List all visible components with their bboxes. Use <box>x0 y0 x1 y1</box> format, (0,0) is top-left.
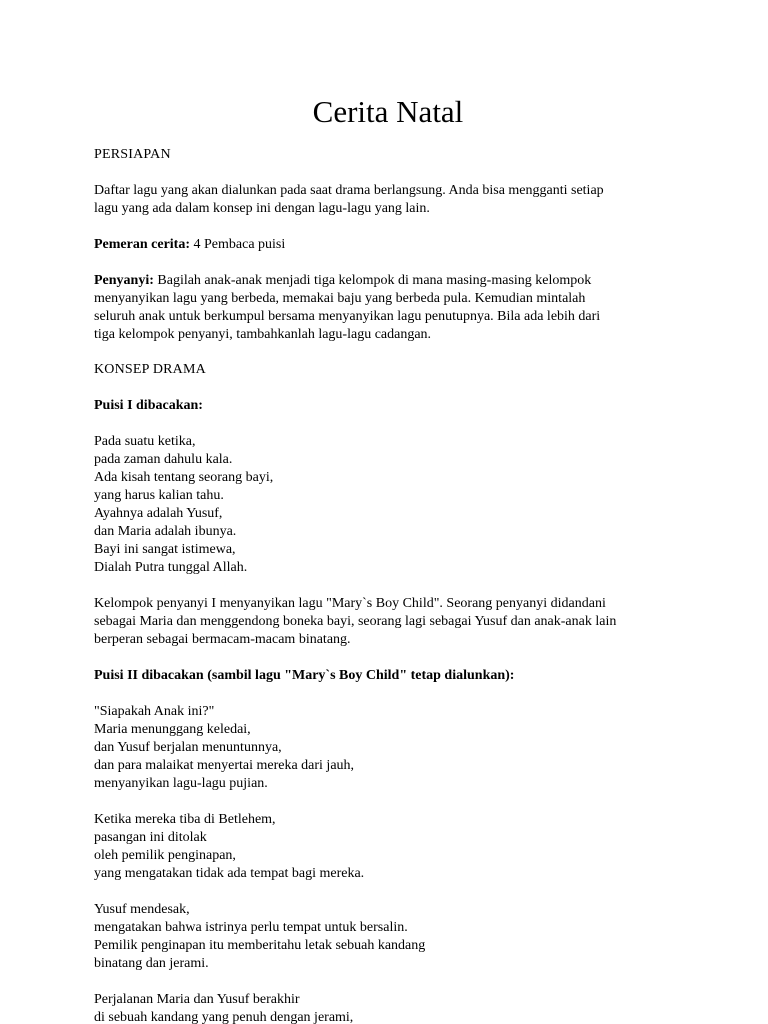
persiapan-intro <box>94 182 694 218</box>
cast-value: 4 Pembaca puisi <box>190 237 286 252</box>
poem-line: yang mengatakan tidak ada tempat bagi mereka. <box>94 866 365 881</box>
poem-line: Bayi ini sangat istimewa, <box>94 542 236 557</box>
text-line: berperan sebagai bermacam-macam binatang. <box>94 632 351 647</box>
cast-label: Pemeran cerita: <box>94 237 190 252</box>
puisi-2-stanza-4 <box>94 991 694 1024</box>
text-fragment: Bagilah anak-anak menjadi tiga kelompok di mana masing-masing kelompok <box>153 273 592 288</box>
cast-paragraph <box>94 236 694 254</box>
poem-line: Dialah Putra tunggal Allah. <box>94 560 248 575</box>
poem-line: oleh pemilik penginapan, <box>94 848 236 863</box>
poem-line: Ayahnya adalah Yusuf, <box>94 506 223 521</box>
poem-line: dan para malaikat menyertai mereka dari jauh, <box>94 758 355 773</box>
text-line: menyanyikan lagu yang berbeda, memakai baju yang berbeda pula. Kemudian mintalah <box>94 291 586 306</box>
singers-label: Penyanyi: <box>94 273 154 288</box>
poem-line: Yusuf mendesak, <box>94 902 190 917</box>
poem-line: yang harus kalian tahu. <box>94 488 224 503</box>
text-line: sebagai Maria dan menggendong boneka bayi, seorang lagi sebagai Yusuf dan anak-anak lain <box>94 614 617 629</box>
puisi-2-stanza-3 <box>94 901 694 973</box>
text-line <box>94 272 694 290</box>
section-heading-konsep-drama: KONSEP DRAMA <box>94 362 206 377</box>
document-content <box>94 94 694 1024</box>
puisi-2-stanza-2 <box>94 811 694 883</box>
poem-line: mengatakan bahwa istrinya perlu tempat untuk bersalin. <box>94 920 408 935</box>
section-heading-persiapan: PERSIAPAN <box>94 147 171 162</box>
poem-line: Perjalanan Maria dan Yusuf berakhir <box>94 992 300 1007</box>
poem-line: Ketika mereka tiba di Betlehem, <box>94 812 276 827</box>
text-line: Kelompok penyanyi I menyanyikan lagu "Mary`s Boy Child". Seorang penyanyi didandani <box>94 596 606 611</box>
poem-line: di sebuah kandang yang penuh dengan jerami, <box>94 1010 354 1024</box>
poem-line: binatang dan jerami. <box>94 956 209 971</box>
text-line: Daftar lagu yang akan dialunkan pada saat drama berlangsung. Anda bisa mengganti setiap <box>94 183 604 198</box>
poem-line: pada zaman dahulu kala. <box>94 452 233 467</box>
poem-line: Pemilik penginapan itu memberitahu letak sebuah kandang <box>94 938 426 953</box>
poem-line: dan Maria adalah ibunya. <box>94 524 237 539</box>
poem-line: Maria menunggang keledai, <box>94 722 251 737</box>
text-line: lagu yang ada dalam konsep ini dengan lagu-lagu yang lain. <box>94 201 430 216</box>
text-line: seluruh anak untuk berkumpul bersama menyanyikan lagu penutupnya. Bila ada lebih dari <box>94 309 601 324</box>
poem-line: pasangan ini ditolak <box>94 830 207 845</box>
singers-paragraph <box>94 272 694 344</box>
text-line: tiga kelompok penyanyi, tambahkanlah lagu-lagu cadangan. <box>94 327 432 342</box>
poem-line: Pada suatu ketika, <box>94 434 196 449</box>
puisi-1-poem <box>94 433 694 577</box>
puisi-2-stanza-1 <box>94 703 694 793</box>
poem-line: menyanyikan lagu-lagu pujian. <box>94 776 268 791</box>
puisi-1-heading: Puisi I dibacakan: <box>94 398 203 413</box>
narration-1 <box>94 595 694 649</box>
poem-line: dan Yusuf berjalan menuntunnya, <box>94 740 282 755</box>
document-title: Cerita Natal <box>312 94 464 129</box>
poem-line: "Siapakah Anak ini?" <box>94 704 215 719</box>
poem-line: Ada kisah tentang seorang bayi, <box>94 470 274 485</box>
puisi-2-heading: Puisi II dibacakan (sambil lagu "Mary`s Boy Child" tetap dialunkan): <box>94 668 515 683</box>
